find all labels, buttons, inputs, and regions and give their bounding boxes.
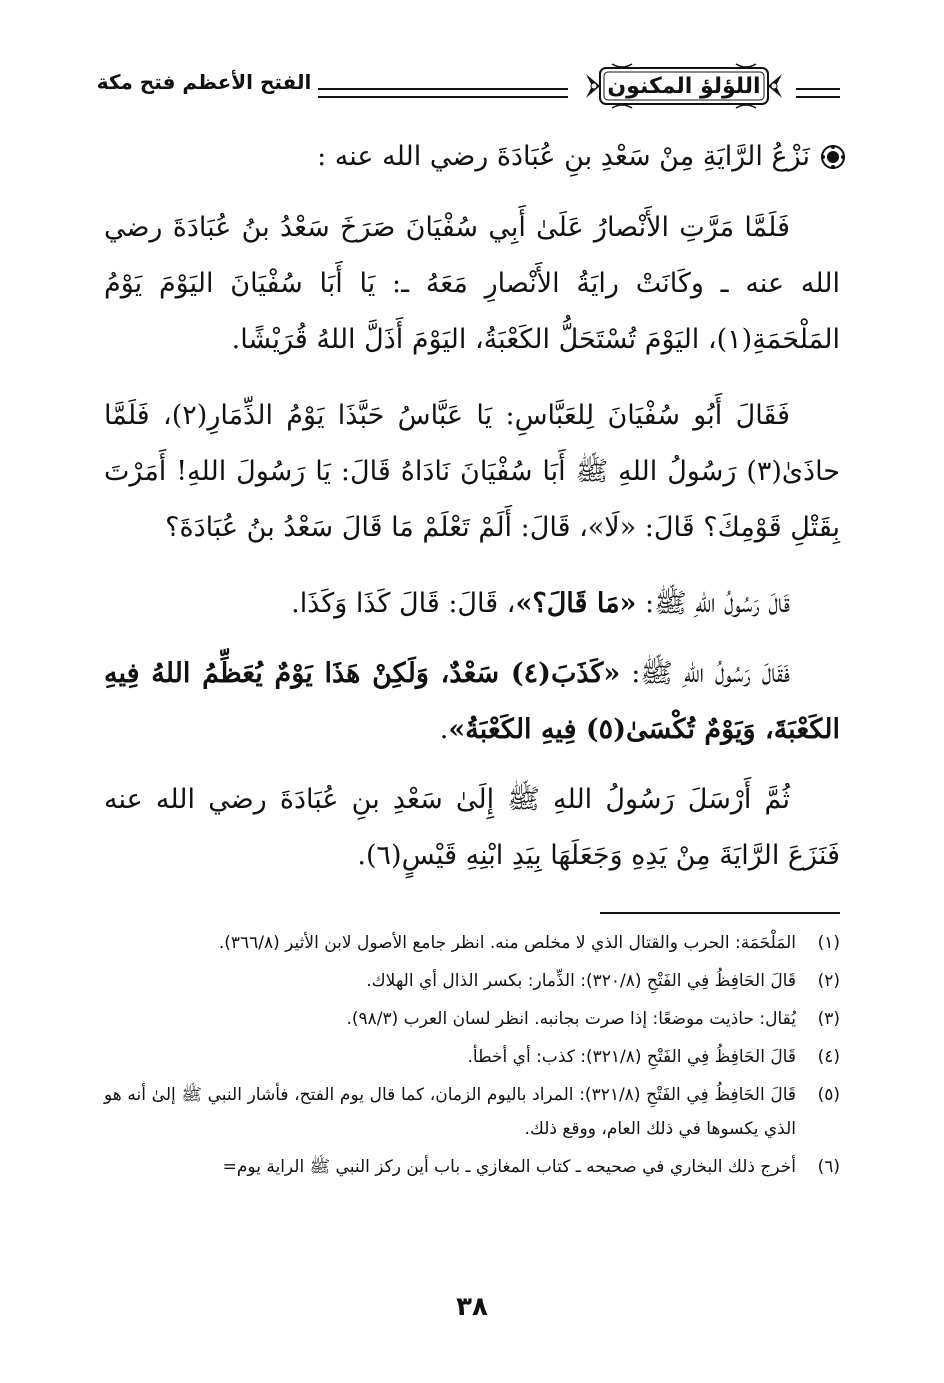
footnote-number: (٣) [817,1009,840,1029]
footnote-number: (١) [817,933,840,953]
footnote [104,1002,840,1036]
paragraph [104,576,840,632]
page-header [96,58,840,114]
flower-bullet-icon [820,144,846,170]
paragraph [104,646,840,758]
paragraph-text: ، قَالَ: قَالَ كَذَا وَكَذَا. [291,588,516,619]
book-title: اللؤلؤ المكنون [607,73,761,99]
prophet-quote: «كَذَبَ(٤) سَعْدٌ، وَلَكِنْ هَذَا يَوْمٌ يُعَظِّمُ اللهُ فِيهِ الكَعْبَةَ، وَيَوْمٌ تُكْسَىٰ(٥) فِيهِ الكَعْبَةُ» [104,658,840,745]
chapter-title: الفتح الأعظم فتح مكة [96,70,312,94]
footnote-text: قَالَ الحَافِظُ فِي الفَتْحِ (٣٢٠/٨): الذِّمار: بكسر الذال أي الهلاك. [366,971,796,991]
footnote-text: أخرج ذلك البخاري في صحيحه ـ كتاب المغازي ـ باب أين ركز النبي ﷺ الراية يوم= [222,1157,796,1177]
footnote-text: قَالَ الحَافِظُ فِي الفَتْحِ (٣٢١/٨): المراد باليوم الزمان، كما قال يوم الفتح، فأشار النبي ﷺ إلىٰ أنه هو الذي يكسوها في ذلك العام، ووقع ذلك. [104,1085,796,1139]
footnote-separator [600,912,840,914]
paragraph-text: . [439,714,449,745]
footnote [104,1150,840,1184]
paragraph: ثُمَّ أَرْسَلَ رَسُولُ اللهِ ﷺ إِلَىٰ سَعْدِ بنِ عُبَادَةَ رضي الله عنه فَنَزَعَ الرَّايَةَ مِنْ يَدِهِ وَجَعَلَهَا بِيَدِ ابْنِهِ قَيْسٍ(٦). [104,784,840,871]
section-heading [106,134,846,180]
footnote-number: (٥) [817,1085,840,1105]
section-heading-text: نَزْعُ الرَّايَةِ مِنْ سَعْدِ بنِ عُبَادَةَ رضي الله عنه : [317,141,810,172]
header-rule-right [796,88,840,98]
footnote [104,1078,840,1146]
footnote-text: المَلْحَمَة: الحرب والقتال الذي لا مخلص منه. انظر جامع الأصول لابن الأثير (٣٦٦/٨). [218,933,796,953]
paragraph-text: قَالَ رَسُولُ اللهِ ﷺ: [636,588,790,619]
footnote [104,926,840,960]
book-title-frame [582,60,786,112]
paragraph: فَقَالَ أَبُو سُفْيَانَ لِلعَبَّاسِ: يَا عَبَّاسُ حَبَّذَا يَوْمُ الذِّمَارِ(٢)، فَلَمَّا حاذَىٰ(٣) رَسُولُ اللهِ ﷺ أَبَا سُفْيَانَ نَادَاهُ قَالَ: يَا رَسُولَ اللهِ! أَمَرْتَ بِقَتْلِ قَوْمِكَ؟ قَالَ: «لَا»، قَالَ: أَلَمْ تَعْلَمْ مَا قَالَ سَعْدُ بنُ عُبَادَةَ؟ [104,400,840,543]
footnotes [104,926,840,1188]
footnote [104,1040,840,1074]
page-number: ٣٨ [456,1292,488,1322]
footnote [104,964,840,998]
header-rule-left [318,88,568,98]
footnote-text: يُقال: حاذيت موضعًا: إذا صرت بجانبه. انظر لسان العرب (٩٨/٣). [346,1009,796,1029]
paragraph-text: فَقَالَ رَسُولُ اللهِ ﷺ: [620,658,790,689]
footnote-text: قَالَ الحَافِظُ فِي الفَتْحِ (٣٢١/٨): كذب: أي أخطأ. [467,1047,796,1067]
footnote-number: (٦) [817,1157,840,1177]
footnote-number: (٢) [817,971,840,991]
body-text [104,200,840,904]
prophet-quote: «مَا قَالَ؟» [515,588,637,619]
paragraph: فَلَمَّا مَرَّتِ الأَنْصارُ عَلَىٰ أَبِي سُفْيَانَ صَرَخَ سَعْدُ بنُ عُبَادَةَ رضي الله عنه ـ وكَانَتْ رايَةُ الأَنْصارِ مَعَهُ ـ: يَا أَبَا سُفْيَانَ اليَوْمَ يَوْمُ المَلْحَمَةِ(١)، اليَوْمَ تُسْتَحَلُّ الكَعْبَةُ، اليَوْمَ أَذَلَّ اللهُ قُرَيْشًا. [104,212,840,355]
footnote-number: (٤) [817,1047,840,1067]
